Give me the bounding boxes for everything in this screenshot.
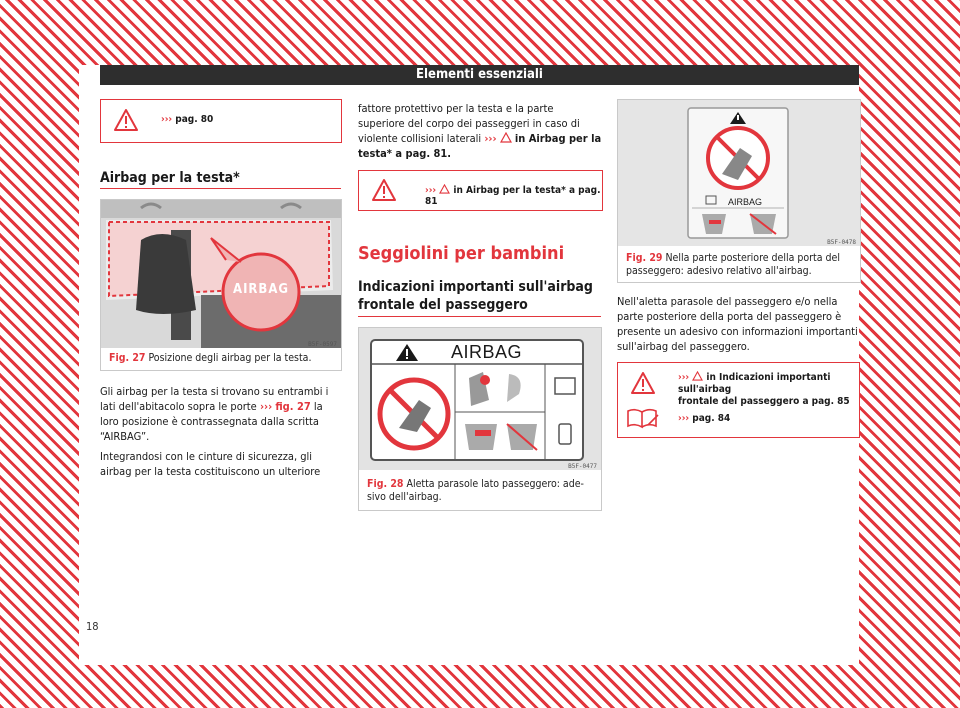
- figure-29: [617, 99, 861, 283]
- page-ref-link[interactable]: pag. 80: [175, 114, 214, 125]
- figure-27-caption: Fig. 27 Posizione degli airbag per la testa.: [109, 352, 312, 364]
- warning-ref-link-line2[interactable]: frontale del passeggero a pag. 85: [678, 396, 850, 407]
- door-sticker-illustration: [618, 100, 860, 246]
- warning-triangle-icon: [439, 184, 450, 194]
- subsection-title-line2: frontale del passeggero: [358, 297, 528, 313]
- book-note-icon: [626, 407, 660, 429]
- sticker-airbag-text: AIRBAG: [451, 342, 523, 362]
- warning-box-2: ››› in Airbag per la testa* a pag. 81: [358, 170, 603, 211]
- warning-triangle-icon: [630, 371, 656, 395]
- warning-triangle-icon: [371, 178, 397, 202]
- warning-box-1: [100, 99, 342, 143]
- figure-28-caption: Fig. 28 Aletta parasole lato passeggero: ade- sivo dell'airbag.: [367, 478, 584, 503]
- header-title: Elementi essenziali: [100, 65, 859, 85]
- paragraph-sticker-info: Nell'aletta parasole del passeggero e/o nella parte posteriore della porta del passeggero è presente un adesivo con informazioni importanti sull'airbag del passeggero.: [617, 295, 858, 353]
- airbag-badge-text: AIRBAG: [233, 282, 289, 297]
- fig-27-link[interactable]: fig. 27: [275, 400, 311, 413]
- section-rule: [100, 188, 341, 189]
- ref-arrows: ›››: [161, 114, 173, 125]
- page-number: 18: [86, 620, 99, 633]
- paragraph-head-airbag-location: Gli airbag per la testa si trovano su entrambi i lati dell'abitacolo sopra le porte ››› fig. 27 la loro posizione è contrassegnata dalla scritta “AIRBAG”.: [100, 385, 329, 443]
- figure-28: [358, 327, 602, 511]
- warning-triangle-icon: [500, 132, 512, 143]
- warning-triangle-icon: [692, 371, 703, 381]
- warning-box-3: ››› in Indicazioni importanti sull'airbag frontale del passeggero a pag. 85 ››› pag. 84: [617, 362, 860, 438]
- book-page-ref-link[interactable]: pag. 84: [692, 413, 731, 424]
- figure-27: [100, 199, 342, 371]
- paragraph-seatbelt-integration: Integrandosi con le cinture di sicurezza, gli airbag per la testa costituiscono un ulteriore: [100, 450, 321, 478]
- warning-ref-link[interactable]: in Indicazioni importanti sull'airbag: [678, 372, 831, 395]
- subsection-title-line1: Indicazioni importanti sull'airbag: [358, 279, 593, 295]
- section-title-airbag-head: Airbag per la testa*: [100, 170, 240, 186]
- figure-code: B5F-0597: [308, 341, 337, 348]
- car-interior-illustration: [101, 200, 341, 348]
- section-rule: [358, 316, 601, 317]
- airbag-head-link[interactable]: in Airbag per la testa* a pag. 81.: [358, 132, 602, 160]
- figure-29-caption: Fig. 29 Nella parte posteriore della porta del passeggero: adesivo relativo all'airbag.: [626, 252, 840, 277]
- figure-code: B5F-0478: [827, 239, 856, 246]
- paragraph-continued: fattore protettivo per la testa e la parte superiore del corpo dei passeggeri in caso di violente collisioni laterali ››› in Airbag per la testa* a pag. 81.: [358, 102, 602, 160]
- warning-ref-link[interactable]: in Airbag per la testa* a pag. 81: [425, 185, 601, 207]
- figure-code: B5F-0477: [568, 463, 597, 470]
- section-title-child-seats: Seggiolini per bambini: [358, 243, 565, 264]
- warning-triangle-icon: [113, 108, 139, 132]
- sticker-airbag-text: AIRBAG: [728, 197, 763, 207]
